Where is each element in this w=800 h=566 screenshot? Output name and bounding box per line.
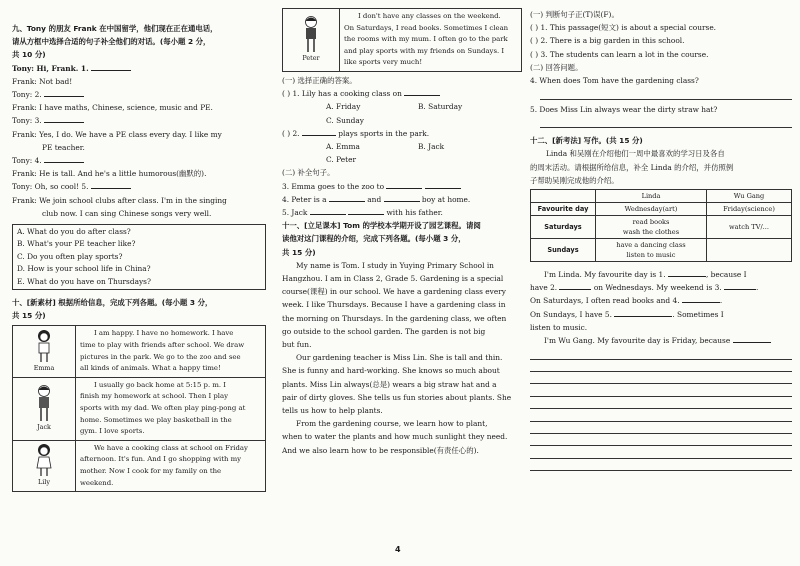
dialogue-line: Tony: Oh, so cool! 5. [12, 180, 266, 193]
table-cell [707, 239, 792, 262]
dialogue-line: Frank: Yes, I do. We have a PE class every day. I like my [12, 129, 222, 139]
answer-blank[interactable] [348, 206, 384, 215]
q10-title-line-2: 共 15 分) [12, 311, 46, 321]
writing-area[interactable] [530, 347, 792, 471]
q9-title-line-2: 请从方框中选择合适的句子补全他们的对话。(每小题 2 分， [12, 37, 211, 47]
person-text: I usually go back home at 5:15 p. m. I finish my homework at school. Then I play sports with my dad. We often play ping-pong at home. Sometimes we play basketball in the gym. I love sports. [76, 377, 266, 440]
answer-line[interactable] [540, 87, 792, 99]
dialogue-line: Frank: He is tall. And he's a little humorous(幽默的). [12, 169, 207, 179]
dialogue-line: Frank: I have maths, Chinese, science, music and PE. [12, 103, 213, 113]
q11-title-line-1: 十一、[立足课本] Tom 的学校本学期开设了园艺课程。请阅 [282, 221, 481, 231]
people-table-continued [282, 8, 522, 72]
table-cell: read books wash the clothes [596, 216, 707, 239]
table-row [531, 239, 792, 262]
q10-1-options: A. Friday B. Saturday [326, 102, 463, 112]
dialogue-line: Tony: Hi, Frank. 1. [12, 62, 266, 75]
dialogue-line: Frank: Not bad! [12, 76, 73, 86]
option-b: B. What's your PE teacher like? [17, 239, 136, 249]
person-row-emma [13, 326, 266, 377]
boy-figure-icon [33, 384, 55, 422]
person-picture [13, 377, 76, 440]
boy-figure-icon [300, 15, 322, 53]
answer-blank[interactable] [91, 62, 131, 71]
table-cell: have a dancing class listen to music [596, 239, 707, 262]
tf-item: ( ) 2. There is a big garden in this school. [530, 36, 685, 46]
option-a: A. What do you do after class? [17, 227, 131, 237]
tf-title: (一) 判断句子正(T)误(F)。 [530, 10, 619, 19]
girl-figure-icon [33, 443, 55, 477]
tf-item: ( ) 3. The students can learn a lot in the course. [530, 49, 709, 59]
linda-paragraph: I'm Linda. My favourite day is 1. , because I have 2. on Wednesdays. My weekend is 3. . On Saturdays, I often read books and 4. . On Sundays, I have 5. . Sometimes I listen to music. I'm Wu Gang. My favourite day is Friday, because [530, 268, 792, 347]
schedule-table [530, 189, 792, 262]
answer-blank[interactable] [302, 127, 336, 136]
people-table [12, 325, 266, 492]
person-name: Emma [33, 363, 55, 372]
person-picture [13, 326, 76, 377]
q11-title-line-3: 共 15 分) [282, 247, 316, 257]
q10-1-stem: ( ) 1. Lily has a cooking class on [282, 87, 522, 100]
part1-title: (一) 选择正确的答案。 [282, 75, 357, 85]
answer-blank[interactable] [310, 206, 346, 215]
q12-intro-line: 子帮助吴刚完成他的介绍。 [530, 175, 619, 185]
dialogue-line: Tony: 4. [12, 154, 266, 167]
answer-blank[interactable] [733, 334, 771, 343]
answer-blank[interactable] [386, 180, 422, 189]
row-header: Favourite day [531, 203, 596, 216]
answer-line[interactable] [540, 116, 792, 128]
column-1 [12, 22, 266, 492]
person-name: Peter [302, 54, 320, 63]
qa-question: 4. When does Tom have the gardening class? [530, 76, 699, 86]
answer-blank[interactable] [724, 281, 756, 290]
person-picture [283, 9, 340, 72]
q12-title: 十二、[新考法] 写作。(共 15 分) [530, 136, 643, 146]
fill-sentence: 3. Emma goes to the zoo to [282, 180, 522, 193]
qa-title: (二) 回答问题。 [530, 62, 583, 72]
table-corner [531, 190, 596, 203]
answer-blank[interactable] [668, 268, 706, 277]
q10-2-stem: ( ) 2. plays sports in the park. [282, 128, 430, 138]
answer-blank[interactable] [682, 294, 720, 303]
answer-blank[interactable] [404, 87, 440, 96]
table-row [531, 216, 792, 239]
q10-title-line-1: 十、[新素材] 根据所给信息，完成下列各题。(每小题 3 分， [12, 298, 213, 308]
table-row [531, 203, 792, 216]
person-name: Lily [38, 478, 50, 487]
dialogue-line: Tony: 3. [12, 114, 266, 127]
q9-title-line-3: 共 10 分) [12, 50, 46, 60]
options-box [12, 224, 266, 290]
answer-blank[interactable] [329, 193, 365, 202]
dialogue-line: PE teacher. [42, 142, 85, 152]
column-header: Wu Gang [707, 190, 792, 203]
dialogue-line: club now. I can sing Chinese songs very well. [42, 208, 212, 218]
table-cell: watch TV/... [707, 216, 792, 239]
person-name: Jack [37, 423, 51, 432]
page-number: 4 [395, 545, 401, 554]
column-2 [282, 8, 522, 457]
q11-title-line-2: 读他对这门课程的介绍，完成下列各题。(每小题 3 分， [282, 234, 466, 244]
option-e: E. What do you have on Thursdays? [17, 276, 151, 286]
dialogue-line: Tony: 2. [12, 88, 266, 101]
person-text: I am happy. I have no homework. I have time to play with friends after school. We draw pictures in the park. We go to the zoo and see all kinds of animals. What a happy time! [76, 326, 266, 377]
answer-blank[interactable] [44, 154, 84, 163]
q12-intro-line: 的周末活动。请根据所给信息，补全 Linda 的介绍，并仿照例 [530, 162, 734, 172]
part2-title: (二) 补全句子。 [282, 168, 335, 178]
row-header: Saturdays [531, 216, 596, 239]
tf-item: ( ) 1. This passage(短文) is about a special course. [530, 23, 717, 33]
answer-blank[interactable] [614, 308, 672, 317]
person-row-lily [13, 440, 266, 491]
person-text: We have a cooking class at school on Friday afternoon. It's fun. And I go shopping with my mother. Now I cook for my family on the weekend. [76, 440, 266, 491]
answer-blank[interactable] [91, 180, 131, 189]
fill-sentence: 5. Jack with his father. [282, 208, 443, 217]
answer-blank[interactable] [44, 88, 84, 97]
q10-2-options: A. Emma B. Jack [326, 141, 445, 151]
person-picture [13, 440, 76, 491]
column-header: Linda [596, 190, 707, 203]
answer-blank[interactable] [384, 193, 420, 202]
answer-blank[interactable] [425, 180, 461, 189]
answer-blank[interactable] [559, 281, 591, 290]
person-text: I don't have any classes on the weekend. On Saturdays, I read books. Sometimes I clean the rooms with my mum. I often go to the park and play sports with my friends on Sundays. I like sports very much! [340, 9, 522, 72]
answer-blank[interactable] [44, 114, 84, 123]
person-row-jack [13, 377, 266, 440]
column-3 [530, 8, 792, 471]
option-c: C. Do you often play sports? [17, 251, 123, 261]
row-header: Sundays [531, 239, 596, 262]
girl-figure-icon [33, 329, 55, 363]
table-cell: Wednesday(art) [596, 203, 707, 216]
person-row-peter [283, 9, 522, 72]
fill-sentence: 4. Peter is a and boy at home. [282, 194, 471, 204]
q10-2-option-c: C. Peter [326, 155, 356, 165]
qa-question: 5. Does Miss Lin always wear the dirty straw hat? [530, 104, 718, 114]
dialogue-line: Frank: We join school clubs after class. I'm in the singing [12, 195, 227, 205]
table-cell: Friday(science) [707, 203, 792, 216]
q12-intro-line: Linda 和吴刚在介绍他们一周中最喜欢的学习日及各自 [546, 149, 725, 159]
q10-1-option-c: C. Sunday [326, 115, 364, 125]
q11-passage: My name is Tom. I study in Yuying Primary School in Hangzhou. I am in Class 2, Grade 5. Gardening is a special course(课程) in our school. We have a gardening class every week. I like Thursdays. Because I have a gardening class in the morning on Thursdays. In the gardening class, we often go outside to the school garden. The garden is not big but fun. Our gardening teacher is Miss Lin. She is tall and thin. She is funny and hard-working. She knows so much about plants. Miss Lin always(总是) wears a big straw hat and a pair of dirty gloves. She tells us fun stories about plants. She tells us how to help plants. From the gardening course, we learn how to plant, when to water the plants and how much sunlight they need. And we also learn how to be responsible(有责任心的). [282, 260, 512, 455]
q9-title-line-1: 九、Tony 的朋友 Frank 在中国留学，他们现在正在通电话， [12, 24, 218, 33]
option-d: D. How is your school life in China? [17, 264, 151, 274]
